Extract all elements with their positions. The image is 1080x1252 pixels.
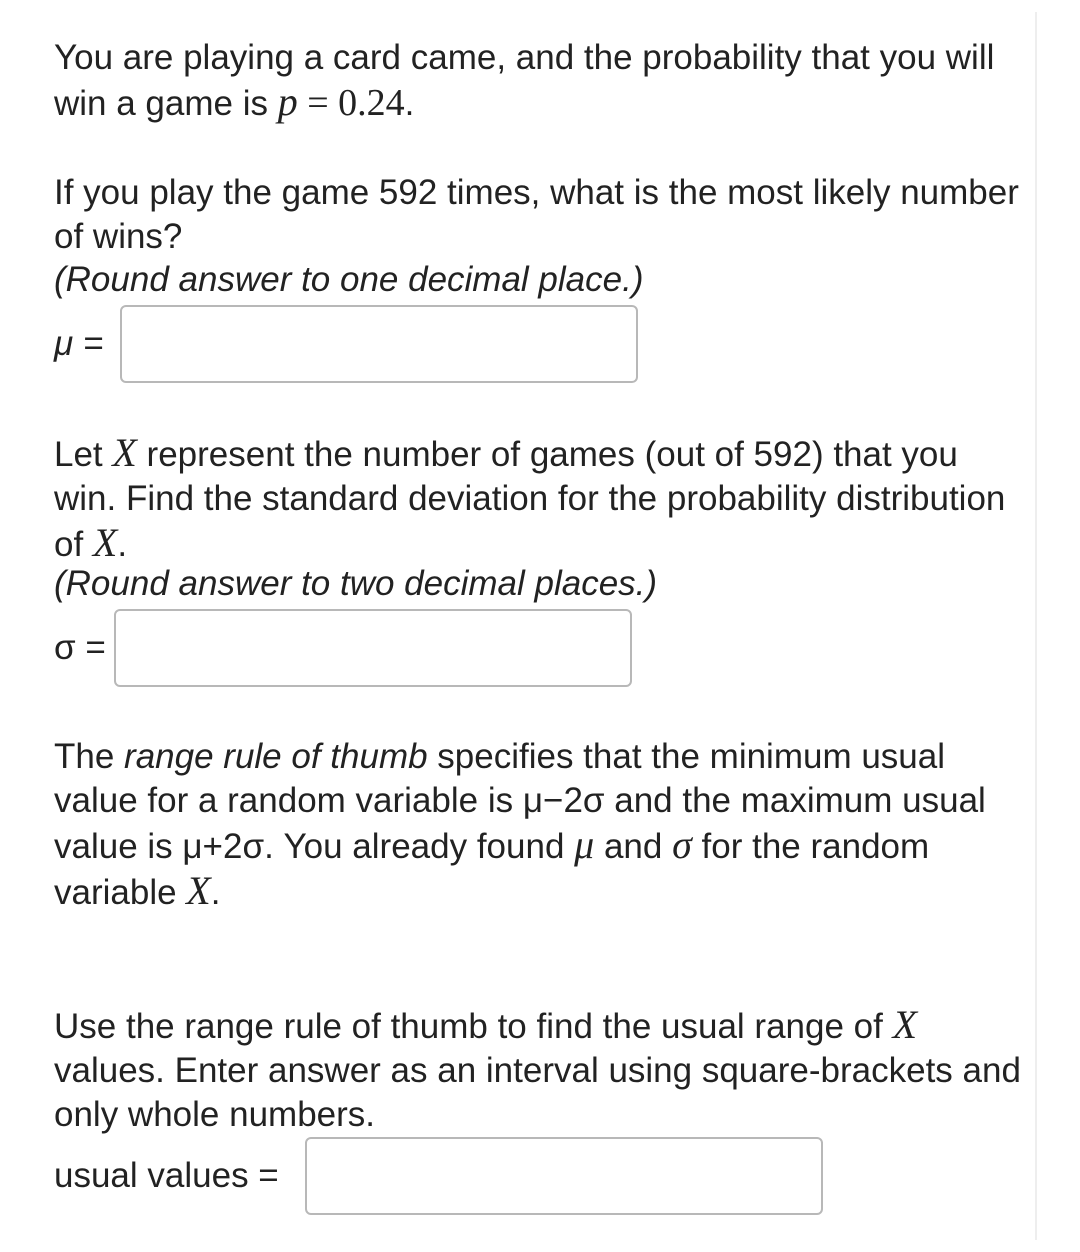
probability-value: 0.24 bbox=[338, 82, 405, 124]
mean-question-prompt: If you play the game 592 times, what is the most likely number of wins? bbox=[54, 173, 1019, 256]
mu-symbol: μ bbox=[574, 822, 595, 867]
range-rule-text-e: . bbox=[210, 873, 221, 912]
page-right-border bbox=[1035, 12, 1037, 1240]
usual-range-answer-row bbox=[54, 1137, 823, 1215]
std-dev-label: σ = bbox=[54, 628, 106, 667]
random-variable-x: X bbox=[112, 430, 137, 475]
std-dev-answer-row bbox=[54, 609, 632, 687]
random-variable-x-3: X bbox=[186, 868, 211, 913]
probability-equals: = bbox=[297, 82, 339, 124]
usual-range-question-prompt bbox=[54, 1003, 1029, 1137]
mean-answer-row bbox=[54, 305, 638, 383]
usual-range-text-a: Use the range rule of thumb to find the usual range of bbox=[54, 1007, 893, 1046]
probability-statement bbox=[54, 36, 1029, 126]
std-dev-input[interactable] bbox=[114, 609, 632, 687]
range-rule-explanation bbox=[54, 735, 1029, 915]
random-variable-x-2: X bbox=[92, 520, 118, 565]
std-dev-text-a: Let bbox=[54, 435, 113, 474]
probability-variable: p bbox=[277, 79, 298, 124]
mean-rounding-instruction: (Round answer to one decimal place.) bbox=[54, 260, 644, 299]
std-dev-rounding-instruction: (Round answer to two decimal places.) bbox=[54, 564, 658, 603]
range-rule-text-a: The bbox=[54, 737, 125, 776]
probability-text: You are playing a card came, and the probability that you will win a game is bbox=[54, 38, 995, 123]
range-rule-text-c: and bbox=[594, 827, 673, 866]
range-rule-text-d: for the random variable bbox=[54, 827, 930, 912]
usual-values-input[interactable] bbox=[305, 1137, 823, 1215]
sigma-symbol: σ bbox=[672, 822, 692, 867]
mean-input[interactable] bbox=[120, 305, 638, 383]
mean-label: μ = bbox=[54, 324, 104, 363]
usual-values-label: usual values = bbox=[54, 1156, 279, 1195]
probability-period: . bbox=[404, 84, 415, 123]
range-rule-text-b: specifies that the minimum usual value for a random variable is μ−2σ and the maximum usual value is μ+2σ. You already found bbox=[54, 737, 986, 866]
std-dev-text-c: . bbox=[117, 525, 128, 564]
random-variable-x-4: X bbox=[892, 1002, 918, 1047]
usual-range-text-b: values. Enter answer as an interval using square-brackets and only whole numbers. bbox=[54, 1051, 1021, 1134]
std-dev-question-prompt bbox=[54, 431, 1029, 567]
std-dev-text-b: represent the number of games (out of 592) that you win. Find the standard deviation for the probability distribution of bbox=[54, 435, 1006, 564]
range-rule-term: range rule of thumb bbox=[124, 737, 428, 776]
